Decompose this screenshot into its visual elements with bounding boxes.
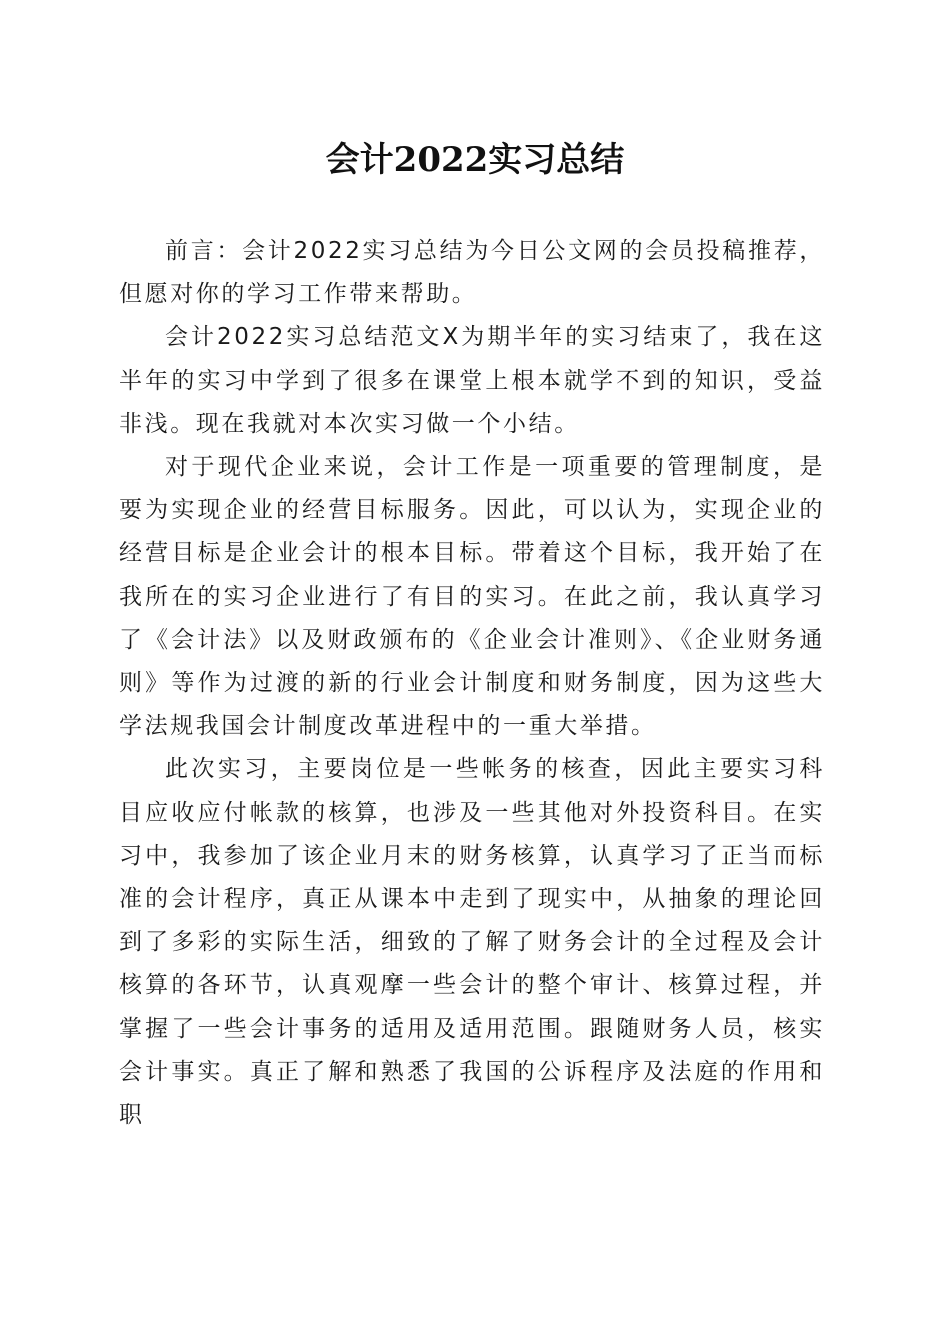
document-body	[119, 230, 825, 1137]
paragraph-goals: 对于现代企业来说，会计工作是一项重要的管理制度，是要为实现企业的经营目标服务。因此，可以认为，实现企业的经营目标是企业会计的根本目标。带着这个目标，我开始了在我所在的实习企业进行了有目的实习。在此之前，我认真学习了《会计法》以及财政颁布的《企业会计准则》、《企业财务通则》等作为过渡的新的行业会计制度和财务制度，因为这些大学法规我国会计制度改革进程中的一重大举措。	[119, 454, 825, 740]
paragraph-preface: 前言：会计2022实习总结为今日公文网的会员投稿推荐，但愿对你的学习工作带来帮助。	[119, 238, 825, 308]
document-title: 会计2022实习总结	[325, 140, 625, 180]
paragraph-intro: 会计2022实习总结范文X为期半年的实习结束了，我在这半年的实习中学到了很多在课堂上根本就学不到的知识，受益非浅。现在我就对本次实习做一个小结。	[119, 324, 825, 437]
paragraph-internship-work: 此次实习，主要岗位是一些帐务的核查，因此主要实习科目应收应付帐款的核算，也涉及一些其他对外投资科目。在实习中，我参加了该企业月末的财务核算，认真学习了正当而标准的会计程序，真正从课本中走到了现实中，从抽象的理论回到了多彩的实际生活，细致的了解了财务会计的全过程及会计核算的各环节，认真观摩一些会计的整个审计、核算过程，并掌握了一些会计事务的适用及适用范围。跟随财务人员，核实会计事实。真正了解和熟悉了我国的公诉程序及法庭的作用和职	[119, 756, 825, 1129]
